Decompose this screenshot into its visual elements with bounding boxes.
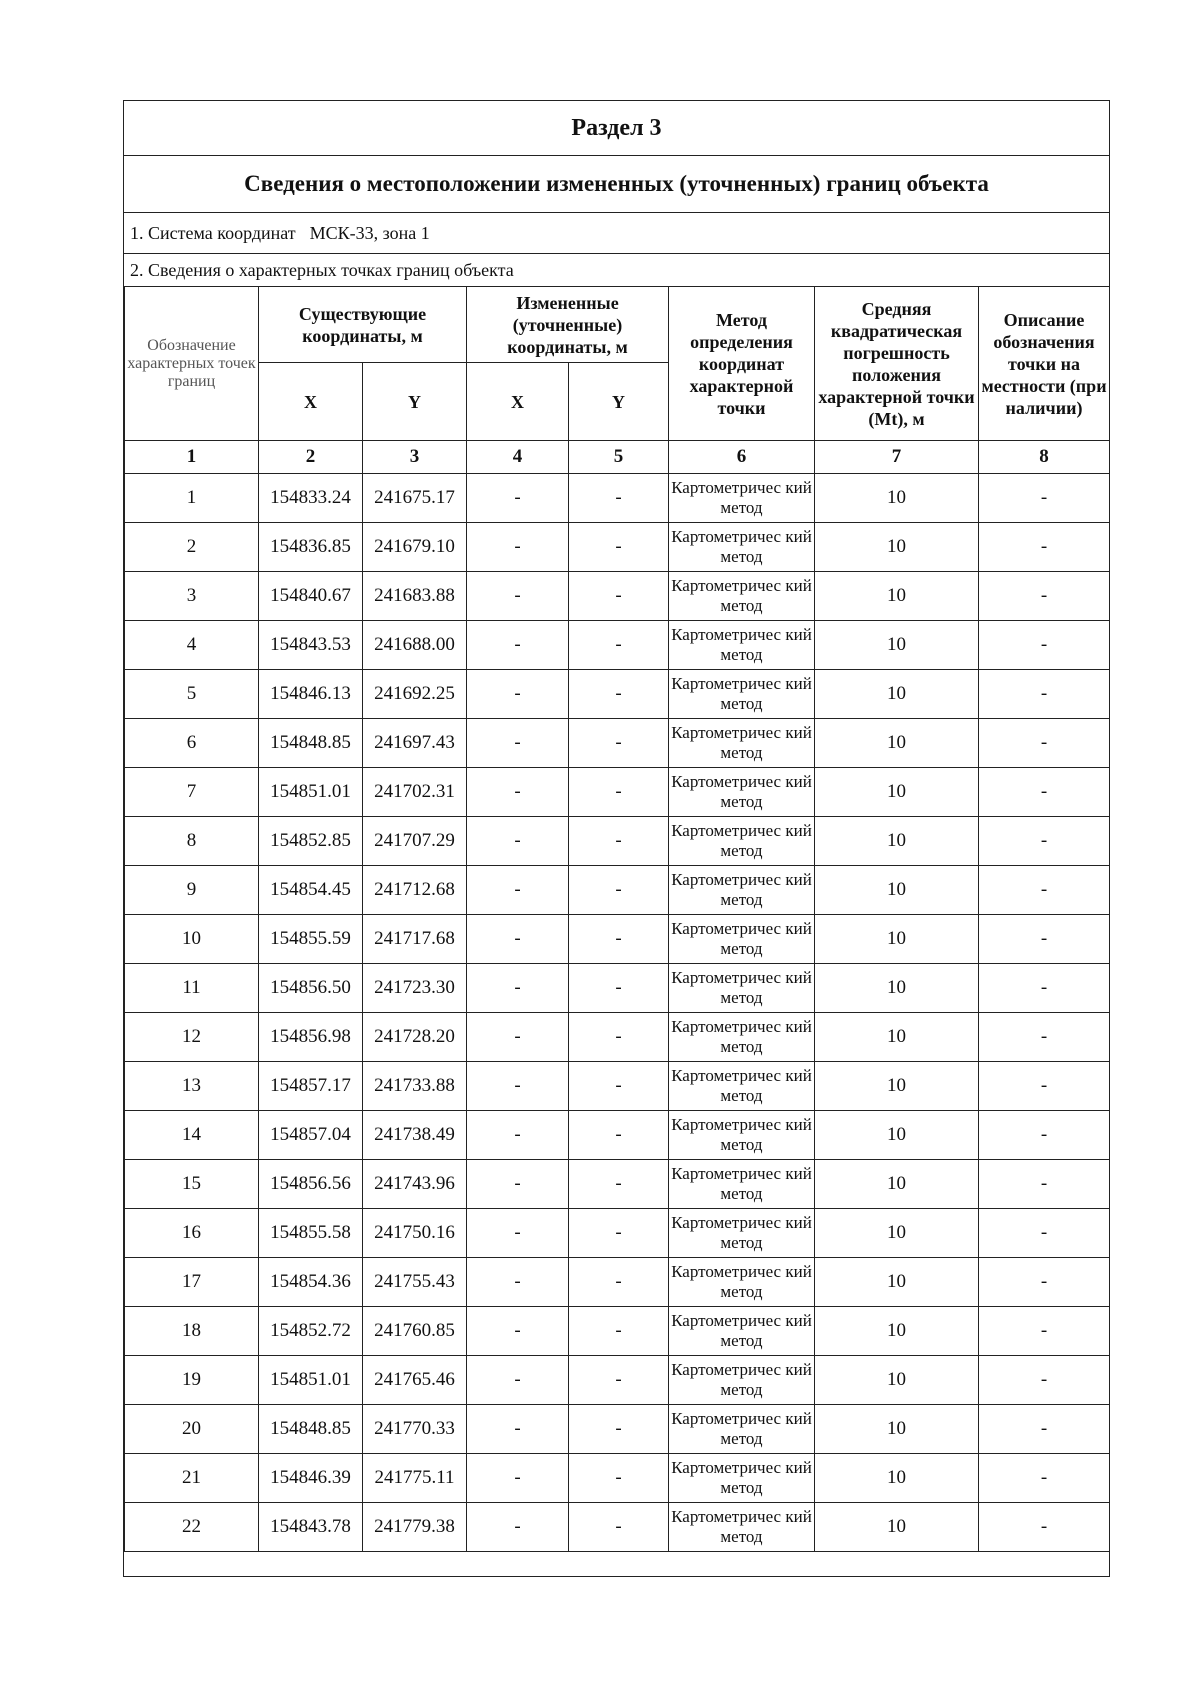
point-number-cell: 1 bbox=[125, 474, 259, 523]
existing-x-cell: 154855.58 bbox=[259, 1209, 363, 1258]
changed-x-cell: - bbox=[467, 572, 569, 621]
point-number-cell: 22 bbox=[125, 1503, 259, 1552]
error-cell: 10 bbox=[815, 621, 979, 670]
point-number-cell: 4 bbox=[125, 621, 259, 670]
existing-x-cell: 154855.59 bbox=[259, 915, 363, 964]
points-table-body bbox=[125, 474, 1110, 1552]
coord-system-row bbox=[124, 213, 1109, 254]
description-cell: - bbox=[979, 1356, 1110, 1405]
existing-y-cell: 241779.38 bbox=[363, 1503, 467, 1552]
description-cell: - bbox=[979, 768, 1110, 817]
header-changed: Измененные (уточненные) координаты, м bbox=[467, 287, 669, 363]
existing-x-cell: 154851.01 bbox=[259, 1356, 363, 1405]
description-cell: - bbox=[979, 1258, 1110, 1307]
changed-y-cell: - bbox=[569, 1062, 669, 1111]
changed-x-cell: - bbox=[467, 621, 569, 670]
changed-y-cell: - bbox=[569, 817, 669, 866]
table-row bbox=[125, 915, 1110, 964]
existing-y-cell: 241765.46 bbox=[363, 1356, 467, 1405]
point-number-cell: 5 bbox=[125, 670, 259, 719]
existing-x-cell: 154852.85 bbox=[259, 817, 363, 866]
existing-x-cell: 154857.17 bbox=[259, 1062, 363, 1111]
method-cell: Картометричес кий метод bbox=[669, 866, 815, 915]
existing-y-cell: 241702.31 bbox=[363, 768, 467, 817]
existing-x-cell: 154846.13 bbox=[259, 670, 363, 719]
changed-x-cell: - bbox=[467, 523, 569, 572]
description-cell: - bbox=[979, 1454, 1110, 1503]
table-row bbox=[125, 719, 1110, 768]
changed-y-cell: - bbox=[569, 1454, 669, 1503]
table-row bbox=[125, 621, 1110, 670]
table-footer-space bbox=[124, 1552, 1109, 1576]
point-number-cell: 17 bbox=[125, 1258, 259, 1307]
point-number-cell: 19 bbox=[125, 1356, 259, 1405]
point-number-cell: 11 bbox=[125, 964, 259, 1013]
existing-y-cell: 241760.85 bbox=[363, 1307, 467, 1356]
method-cell: Картометричес кий метод bbox=[669, 1503, 815, 1552]
description-cell: - bbox=[979, 1062, 1110, 1111]
existing-y-cell: 241733.88 bbox=[363, 1062, 467, 1111]
changed-y-cell: - bbox=[569, 1160, 669, 1209]
changed-y-cell: - bbox=[569, 719, 669, 768]
existing-y-cell: 241712.68 bbox=[363, 866, 467, 915]
section-subtitle: Сведения о местоположении измененных (уточненных) границ объекта bbox=[124, 156, 1109, 213]
column-number: 2 bbox=[259, 441, 363, 474]
changed-x-cell: - bbox=[467, 915, 569, 964]
header-existing: Существующие координаты, м bbox=[259, 287, 467, 363]
description-cell: - bbox=[979, 670, 1110, 719]
existing-y-cell: 241717.68 bbox=[363, 915, 467, 964]
header-x-existing: X bbox=[259, 363, 363, 441]
error-cell: 10 bbox=[815, 1209, 979, 1258]
method-cell: Картометричес кий метод bbox=[669, 964, 815, 1013]
existing-x-cell: 154843.53 bbox=[259, 621, 363, 670]
existing-y-cell: 241728.20 bbox=[363, 1013, 467, 1062]
changed-x-cell: - bbox=[467, 768, 569, 817]
table-row bbox=[125, 1258, 1110, 1307]
method-cell: Картометричес кий метод bbox=[669, 670, 815, 719]
table-row bbox=[125, 1062, 1110, 1111]
changed-y-cell: - bbox=[569, 1258, 669, 1307]
table-row bbox=[125, 523, 1110, 572]
method-cell: Картометричес кий метод bbox=[669, 817, 815, 866]
existing-y-cell: 241692.25 bbox=[363, 670, 467, 719]
changed-y-cell: - bbox=[569, 1503, 669, 1552]
existing-x-cell: 154854.36 bbox=[259, 1258, 363, 1307]
existing-y-cell: 241683.88 bbox=[363, 572, 467, 621]
point-number-cell: 16 bbox=[125, 1209, 259, 1258]
error-cell: 10 bbox=[815, 670, 979, 719]
table-row bbox=[125, 817, 1110, 866]
method-cell: Картометричес кий метод bbox=[669, 768, 815, 817]
changed-x-cell: - bbox=[467, 1356, 569, 1405]
point-number-cell: 21 bbox=[125, 1454, 259, 1503]
table-row bbox=[125, 866, 1110, 915]
error-cell: 10 bbox=[815, 866, 979, 915]
changed-y-cell: - bbox=[569, 1111, 669, 1160]
point-number-cell: 9 bbox=[125, 866, 259, 915]
existing-y-cell: 241775.11 bbox=[363, 1454, 467, 1503]
error-cell: 10 bbox=[815, 1160, 979, 1209]
changed-y-cell: - bbox=[569, 1209, 669, 1258]
existing-x-cell: 154852.72 bbox=[259, 1307, 363, 1356]
point-number-cell: 13 bbox=[125, 1062, 259, 1111]
table-row bbox=[125, 1013, 1110, 1062]
point-number-cell: 15 bbox=[125, 1160, 259, 1209]
description-cell: - bbox=[979, 817, 1110, 866]
error-cell: 10 bbox=[815, 719, 979, 768]
changed-x-cell: - bbox=[467, 719, 569, 768]
error-cell: 10 bbox=[815, 1307, 979, 1356]
existing-x-cell: 154843.78 bbox=[259, 1503, 363, 1552]
changed-x-cell: - bbox=[467, 1405, 569, 1454]
error-cell: 10 bbox=[815, 1405, 979, 1454]
header-description: Описание обозначения точки на местности (при наличии) bbox=[979, 287, 1110, 441]
existing-x-cell: 154856.50 bbox=[259, 964, 363, 1013]
existing-y-cell: 241675.17 bbox=[363, 474, 467, 523]
method-cell: Картометричес кий метод bbox=[669, 1013, 815, 1062]
changed-x-cell: - bbox=[467, 866, 569, 915]
point-number-cell: 10 bbox=[125, 915, 259, 964]
existing-x-cell: 154856.56 bbox=[259, 1160, 363, 1209]
existing-x-cell: 154857.04 bbox=[259, 1111, 363, 1160]
changed-x-cell: - bbox=[467, 1454, 569, 1503]
point-number-cell: 6 bbox=[125, 719, 259, 768]
existing-y-cell: 241750.16 bbox=[363, 1209, 467, 1258]
changed-y-cell: - bbox=[569, 572, 669, 621]
error-cell: 10 bbox=[815, 572, 979, 621]
error-cell: 10 bbox=[815, 915, 979, 964]
method-cell: Картометричес кий метод bbox=[669, 1111, 815, 1160]
header-x-changed: X bbox=[467, 363, 569, 441]
coord-system-label: 1. Система координат bbox=[130, 222, 296, 243]
description-cell: - bbox=[979, 1503, 1110, 1552]
changed-x-cell: - bbox=[467, 1111, 569, 1160]
existing-y-cell: 241679.10 bbox=[363, 523, 467, 572]
changed-x-cell: - bbox=[467, 1503, 569, 1552]
changed-y-cell: - bbox=[569, 1013, 669, 1062]
error-cell: 10 bbox=[815, 1013, 979, 1062]
table-row bbox=[125, 768, 1110, 817]
method-cell: Картометричес кий метод bbox=[669, 1160, 815, 1209]
point-number-cell: 2 bbox=[125, 523, 259, 572]
method-cell: Картометричес кий метод bbox=[669, 1062, 815, 1111]
description-cell: - bbox=[979, 523, 1110, 572]
column-number: 3 bbox=[363, 441, 467, 474]
existing-x-cell: 154856.98 bbox=[259, 1013, 363, 1062]
existing-y-cell: 241697.43 bbox=[363, 719, 467, 768]
column-number: 5 bbox=[569, 441, 669, 474]
changed-x-cell: - bbox=[467, 964, 569, 1013]
error-cell: 10 bbox=[815, 523, 979, 572]
changed-y-cell: - bbox=[569, 523, 669, 572]
existing-y-cell: 241770.33 bbox=[363, 1405, 467, 1454]
method-cell: Картометричес кий метод bbox=[669, 474, 815, 523]
description-cell: - bbox=[979, 1111, 1110, 1160]
table-row bbox=[125, 474, 1110, 523]
error-cell: 10 bbox=[815, 1111, 979, 1160]
table-row bbox=[125, 1405, 1110, 1454]
description-cell: - bbox=[979, 1209, 1110, 1258]
changed-y-cell: - bbox=[569, 621, 669, 670]
changed-x-cell: - bbox=[467, 1307, 569, 1356]
point-number-cell: 18 bbox=[125, 1307, 259, 1356]
method-cell: Картометричес кий метод bbox=[669, 1356, 815, 1405]
method-cell: Картометричес кий метод bbox=[669, 1258, 815, 1307]
changed-x-cell: - bbox=[467, 670, 569, 719]
changed-y-cell: - bbox=[569, 670, 669, 719]
changed-x-cell: - bbox=[467, 1209, 569, 1258]
point-number-cell: 3 bbox=[125, 572, 259, 621]
table-row bbox=[125, 1111, 1110, 1160]
method-cell: Картометричес кий метод bbox=[669, 1209, 815, 1258]
changed-y-cell: - bbox=[569, 474, 669, 523]
header-error: Средняя квадратическая погрешность положения характерной точки (Mt), м bbox=[815, 287, 979, 441]
column-number: 8 bbox=[979, 441, 1110, 474]
description-cell: - bbox=[979, 474, 1110, 523]
changed-x-cell: - bbox=[467, 1013, 569, 1062]
point-number-cell: 14 bbox=[125, 1111, 259, 1160]
existing-x-cell: 154854.45 bbox=[259, 866, 363, 915]
error-cell: 10 bbox=[815, 1356, 979, 1405]
table-row bbox=[125, 1307, 1110, 1356]
description-cell: - bbox=[979, 621, 1110, 670]
table-row bbox=[125, 670, 1110, 719]
existing-y-cell: 241755.43 bbox=[363, 1258, 467, 1307]
table-row bbox=[125, 1503, 1110, 1552]
table-row bbox=[125, 1356, 1110, 1405]
coord-system-value: МСК-33, зона 1 bbox=[309, 222, 430, 243]
changed-y-cell: - bbox=[569, 768, 669, 817]
existing-y-cell: 241707.29 bbox=[363, 817, 467, 866]
section-form bbox=[123, 100, 1110, 1577]
existing-x-cell: 154848.85 bbox=[259, 1405, 363, 1454]
changed-x-cell: - bbox=[467, 1160, 569, 1209]
error-cell: 10 bbox=[815, 817, 979, 866]
description-cell: - bbox=[979, 1405, 1110, 1454]
description-cell: - bbox=[979, 572, 1110, 621]
point-number-cell: 12 bbox=[125, 1013, 259, 1062]
method-cell: Картометричес кий метод bbox=[669, 915, 815, 964]
error-cell: 10 bbox=[815, 474, 979, 523]
existing-x-cell: 154846.39 bbox=[259, 1454, 363, 1503]
description-cell: - bbox=[979, 719, 1110, 768]
existing-x-cell: 154840.67 bbox=[259, 572, 363, 621]
method-cell: Картометричес кий метод bbox=[669, 719, 815, 768]
header-y-existing: Y bbox=[363, 363, 467, 441]
existing-y-cell: 241688.00 bbox=[363, 621, 467, 670]
method-cell: Картометричес кий метод bbox=[669, 1405, 815, 1454]
point-number-cell: 20 bbox=[125, 1405, 259, 1454]
method-cell: Картометричес кий метод bbox=[669, 621, 815, 670]
error-cell: 10 bbox=[815, 964, 979, 1013]
error-cell: 10 bbox=[815, 1454, 979, 1503]
point-number-cell: 8 bbox=[125, 817, 259, 866]
error-cell: 10 bbox=[815, 1062, 979, 1111]
column-number: 7 bbox=[815, 441, 979, 474]
column-number-row bbox=[125, 441, 1110, 474]
changed-x-cell: - bbox=[467, 474, 569, 523]
existing-y-cell: 241723.30 bbox=[363, 964, 467, 1013]
changed-y-cell: - bbox=[569, 1405, 669, 1454]
table-row bbox=[125, 572, 1110, 621]
changed-y-cell: - bbox=[569, 1307, 669, 1356]
method-cell: Картометричес кий метод bbox=[669, 523, 815, 572]
table-row bbox=[125, 1209, 1110, 1258]
changed-y-cell: - bbox=[569, 964, 669, 1013]
description-cell: - bbox=[979, 1307, 1110, 1356]
table-row bbox=[125, 964, 1110, 1013]
existing-x-cell: 154833.24 bbox=[259, 474, 363, 523]
header-method: Метод определения координат характерной точки bbox=[669, 287, 815, 441]
section-title: Раздел 3 bbox=[124, 101, 1109, 156]
table-row bbox=[125, 1454, 1110, 1503]
changed-x-cell: - bbox=[467, 817, 569, 866]
existing-x-cell: 154848.85 bbox=[259, 719, 363, 768]
column-number: 6 bbox=[669, 441, 815, 474]
existing-y-cell: 241743.96 bbox=[363, 1160, 467, 1209]
error-cell: 10 bbox=[815, 1258, 979, 1307]
point-number-cell: 7 bbox=[125, 768, 259, 817]
changed-y-cell: - bbox=[569, 915, 669, 964]
existing-x-cell: 154851.01 bbox=[259, 768, 363, 817]
points-table bbox=[124, 286, 1110, 1552]
changed-y-cell: - bbox=[569, 866, 669, 915]
error-cell: 10 bbox=[815, 768, 979, 817]
column-number: 4 bbox=[467, 441, 569, 474]
method-cell: Картометричес кий метод bbox=[669, 1454, 815, 1503]
header-y-changed: Y bbox=[569, 363, 669, 441]
points-heading: 2. Сведения о характерных точках границ объекта bbox=[130, 259, 514, 280]
existing-y-cell: 241738.49 bbox=[363, 1111, 467, 1160]
table-row bbox=[125, 1160, 1110, 1209]
error-cell: 10 bbox=[815, 1503, 979, 1552]
method-cell: Картометричес кий метод bbox=[669, 572, 815, 621]
existing-x-cell: 154836.85 bbox=[259, 523, 363, 572]
description-cell: - bbox=[979, 964, 1110, 1013]
header-designation: Обозначение характерных точек границ bbox=[125, 287, 259, 441]
column-number: 1 bbox=[125, 441, 259, 474]
description-cell: - bbox=[979, 866, 1110, 915]
description-cell: - bbox=[979, 915, 1110, 964]
changed-x-cell: - bbox=[467, 1258, 569, 1307]
changed-x-cell: - bbox=[467, 1062, 569, 1111]
description-cell: - bbox=[979, 1013, 1110, 1062]
changed-y-cell: - bbox=[569, 1356, 669, 1405]
description-cell: - bbox=[979, 1160, 1110, 1209]
method-cell: Картометричес кий метод bbox=[669, 1307, 815, 1356]
